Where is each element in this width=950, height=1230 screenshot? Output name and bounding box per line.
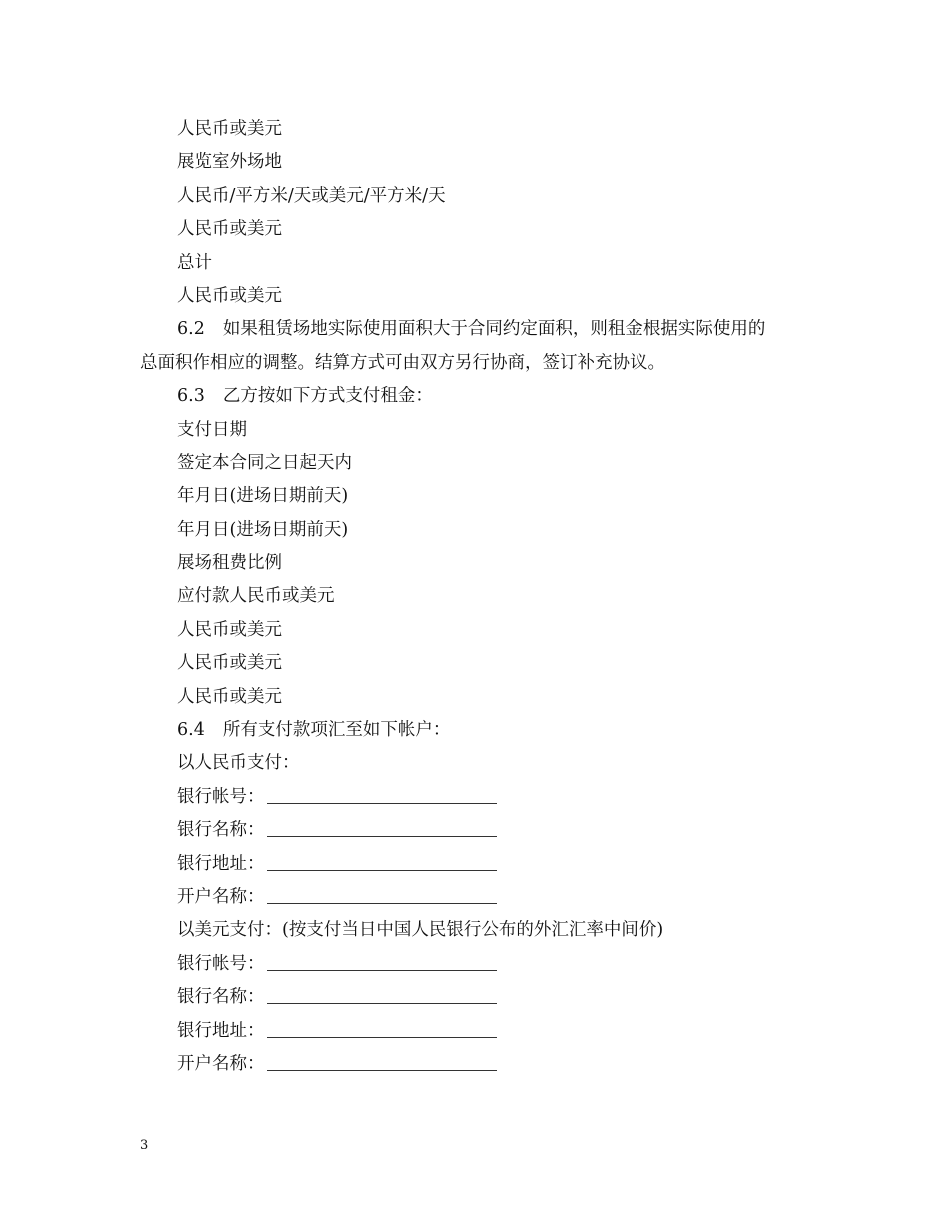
list-item: 签定本合同之日起天内 <box>177 452 352 473</box>
usd-heading: 以美元支付：(按支付当日中国人民银行公布的外汇汇率中间价) <box>177 920 664 941</box>
field-label: 开户名称： <box>177 886 265 907</box>
text-line: 人民币或美元 <box>177 285 282 306</box>
clause-text: 所有支付款项汇至如下帐户： <box>222 720 451 741</box>
text-line: 人民币/平方米/天或美元/平方米/天 <box>177 185 446 206</box>
clause-number: 6.4 <box>177 720 205 741</box>
fill-in-blank[interactable] <box>267 883 497 904</box>
fill-in-blank[interactable] <box>267 816 497 837</box>
text-line: 人民币或美元 <box>177 119 282 139</box>
fill-in-blank[interactable] <box>267 783 497 804</box>
list-item: 人民币或美元 <box>177 653 282 674</box>
clause-6-2-continuation: 总面积作相应的调整。结算方式可由双方另行协商，签订补充协议。 <box>140 352 665 373</box>
rmb-bank-address-row <box>140 848 820 881</box>
field-label: 银行帐号： <box>177 953 265 974</box>
clause-number: 6.3 <box>177 386 205 407</box>
field-label: 银行地址： <box>177 1020 265 1041</box>
field-label: 银行帐号： <box>177 786 265 807</box>
fill-in-blank[interactable] <box>267 850 497 871</box>
list-item: 展场租费比例 <box>177 553 282 574</box>
fill-in-blank[interactable] <box>267 1050 497 1071</box>
usd-bank-name-row <box>140 981 820 1014</box>
list-item: 应付款人民币或美元 <box>177 586 335 607</box>
field-label: 银行名称： <box>177 820 265 841</box>
field-label: 银行地址： <box>177 853 265 874</box>
rmb-heading: 以人民币支付： <box>177 753 300 774</box>
list-item: 人民币或美元 <box>177 686 282 707</box>
clause-number: 6.2 <box>177 319 205 340</box>
field-label: 开户名称： <box>177 1053 265 1074</box>
rmb-account-name-row <box>140 881 820 914</box>
clause-6-3 <box>140 380 820 413</box>
clause-6-4 <box>140 714 820 747</box>
list-item: 年月日(进场日期前天) <box>177 486 349 507</box>
fill-in-blank[interactable] <box>267 983 497 1004</box>
text-line: 总计 <box>177 252 212 273</box>
text-line: 人民币或美元 <box>177 219 282 240</box>
rmb-bank-name-row <box>140 814 820 847</box>
clause-text: 乙方按如下方式支付租金： <box>222 386 433 407</box>
document-body <box>140 113 820 1081</box>
rmb-account-no-row <box>140 781 820 814</box>
usd-bank-address-row <box>140 1015 820 1048</box>
clause-text: 如果租赁场地实际使用面积大于合同约定面积，则租金根据实际使用的 <box>222 319 766 340</box>
field-label: 银行名称： <box>177 987 265 1008</box>
list-item: 人民币或美元 <box>177 619 282 640</box>
list-item: 支付日期 <box>177 419 247 440</box>
fill-in-blank[interactable] <box>267 1017 497 1038</box>
usd-account-name-row <box>140 1048 820 1081</box>
clause-6-2 <box>140 313 820 346</box>
usd-account-no-row <box>140 948 820 981</box>
fill-in-blank[interactable] <box>267 950 497 971</box>
list-item: 年月日(进场日期前天) <box>177 519 349 540</box>
text-line: 展览室外场地 <box>177 152 282 173</box>
page-number: 3 <box>140 1138 149 1153</box>
